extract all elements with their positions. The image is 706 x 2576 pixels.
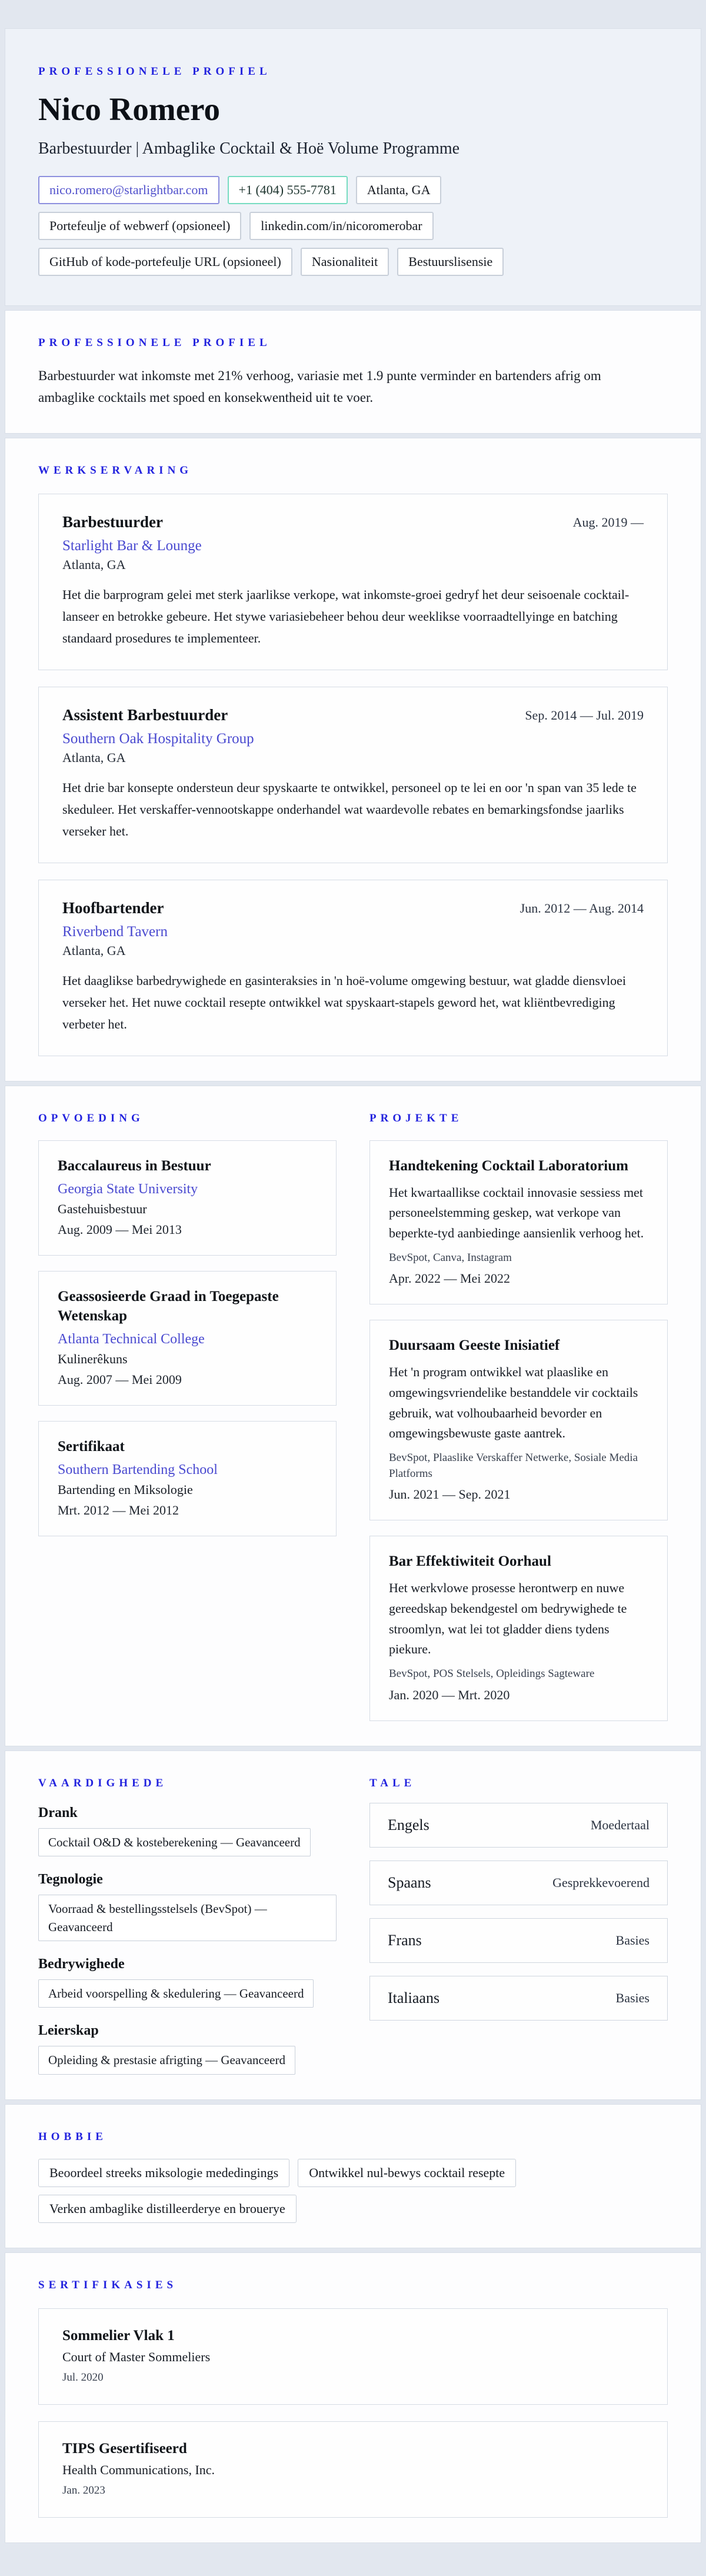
contact-chips bbox=[38, 176, 627, 276]
skill-group-label: Leierskap bbox=[38, 2023, 99, 2039]
certification-issuer: Health Communications, Inc. bbox=[62, 2462, 215, 2477]
job-company-link[interactable]: Starlight Bar & Lounge bbox=[62, 538, 202, 554]
skill-group-label: Bedrywighede bbox=[38, 1956, 125, 1972]
skill-group-label: Drank bbox=[38, 1805, 78, 1820]
section-heading-certifications: SERTIFIKASIES bbox=[38, 2278, 178, 2291]
contact-chip-email[interactable]: nico.romero@starlightbar.com bbox=[38, 176, 219, 204]
language-level: Moedertaal bbox=[590, 1817, 650, 1832]
education-field: Gastehuisbestuur bbox=[58, 1201, 147, 1216]
hobby-chip: Ontwikkel nul-bewys cocktail resepte bbox=[298, 2159, 516, 2187]
job-title: Assistent Barbestuurder bbox=[62, 706, 228, 724]
project-title: Handtekening Cocktail Laboratorium bbox=[389, 1157, 628, 1174]
contact-chip-github: GitHub of kode-portefeulje URL (opsioneel) bbox=[38, 248, 292, 276]
project-title: Bar Effektiwiteit Oorhaul bbox=[389, 1553, 551, 1570]
project-dates: Jan. 2020 — Mrt. 2020 bbox=[389, 1687, 510, 1702]
hobby-chips bbox=[38, 2159, 662, 2223]
hobby-chip: Beoordeel streeks miksologie mededingings bbox=[38, 2159, 289, 2187]
section-heading-languages: TALE bbox=[369, 1776, 416, 1789]
skill-chip: Arbeid voorspelling & skedulering — Geavanceerd bbox=[38, 1979, 314, 2008]
project-description: Het 'n program ontwikkel wat plaaslike en omgewingsvriendelike bestanddele vir cocktails gebruik, wat volhoubaarheid bevorder en omgewingsbewuste gaste aantrek. bbox=[389, 1364, 638, 1441]
education-field: Kulinerêkuns bbox=[58, 1352, 128, 1367]
project-dates: Apr. 2022 — Mei 2022 bbox=[389, 1271, 510, 1286]
education-school-link[interactable]: Southern Bartending School bbox=[58, 1462, 218, 1477]
job-dates: Sep. 2014 — Jul. 2019 bbox=[525, 708, 644, 723]
certification-title: Sommelier Vlak 1 bbox=[62, 2327, 175, 2344]
education-degree: Baccalaureus in Bestuur bbox=[58, 1157, 211, 1174]
project-card bbox=[369, 1536, 668, 1720]
education-card bbox=[38, 1421, 337, 1536]
education-card bbox=[38, 1140, 337, 1256]
section-heading-skills: VAARDIGHEDE bbox=[38, 1776, 168, 1789]
project-tools: BevSpot, POS Stelsels, Opleidings Sagteware bbox=[389, 1668, 595, 1680]
education-school-link[interactable]: Georgia State University bbox=[58, 1181, 198, 1197]
language-level: Basies bbox=[615, 1932, 650, 1948]
language-name: Frans bbox=[388, 1931, 422, 1949]
education-degree: Sertifikaat bbox=[58, 1439, 125, 1455]
contact-chip-location: Atlanta, GA bbox=[356, 176, 442, 204]
project-tools: BevSpot, Canva, Instagram bbox=[389, 1251, 512, 1264]
contact-chip-linkedin[interactable]: linkedin.com/in/nicoromerobar bbox=[249, 212, 433, 240]
language-row bbox=[369, 1803, 668, 1848]
certification-date: Jan. 2023 bbox=[62, 2484, 105, 2497]
section-heading-profile: PROFESSIONELE PROFIEL bbox=[38, 336, 271, 349]
education-column bbox=[38, 1112, 337, 1536]
skill-chip: Voorraad & bestellingsstelsels (BevSpot) — Geavanceerd bbox=[38, 1895, 337, 1941]
language-name: Italiaans bbox=[388, 1989, 440, 2006]
education-school-link[interactable]: Atlanta Technical College bbox=[58, 1332, 205, 1347]
contact-chip-portfolio: Portefeulje of webwerf (opsioneel) bbox=[38, 212, 241, 240]
contact-chip-nationality: Nasionaliteit bbox=[301, 248, 389, 276]
job-company-link[interactable]: Riverbend Tavern bbox=[62, 923, 168, 940]
project-dates: Jun. 2021 — Sep. 2021 bbox=[389, 1487, 511, 1502]
job-location: Atlanta, GA bbox=[62, 557, 126, 573]
project-card bbox=[369, 1320, 668, 1520]
certification-title: TIPS Gesertifiseerd bbox=[62, 2440, 187, 2457]
section-heading-hobbies: HOBBIE bbox=[38, 2130, 107, 2143]
job-description: Het drie bar konsepte ondersteun deur spyskaarte te ontwikkel, personeel op te lei en oor 'n span van 35 lede te skeduleer. Het verskaffer-vennootskappe onderhandel wat waardevolle rebates en bemarkingsfondse jaarliks verseker het. bbox=[62, 780, 637, 839]
profile-section bbox=[5, 310, 701, 434]
education-card bbox=[38, 1271, 337, 1406]
header-eyebrow: PROFESSIONELE PROFIEL bbox=[38, 65, 271, 78]
language-row bbox=[369, 1918, 668, 1963]
language-name: Spaans bbox=[388, 1873, 431, 1891]
job-location: Atlanta, GA bbox=[62, 943, 126, 958]
section-heading-experience: WERKSERVARING bbox=[38, 464, 193, 477]
certification-issuer: Court of Master Sommeliers bbox=[62, 2349, 211, 2364]
languages-column bbox=[369, 1777, 668, 2021]
skill-group-label: Tegnologie bbox=[38, 1872, 103, 1888]
job-dates: Aug. 2019 — bbox=[572, 515, 644, 530]
education-dates: Aug. 2007 — Mei 2009 bbox=[58, 1372, 182, 1387]
certification-card bbox=[38, 2308, 668, 2405]
education-field: Bartending en Miksologie bbox=[58, 1482, 193, 1497]
candidate-tagline: Barbestuurder | Ambaglike Cocktail & Hoë Volume Programme bbox=[38, 139, 460, 158]
job-title: Barbestuurder bbox=[62, 513, 163, 531]
project-tools: BevSpot, Plaaslike Verskaffer Netwerke, Sosiale Media Platforms bbox=[389, 1452, 638, 1480]
job-card bbox=[38, 880, 668, 1056]
job-title: Hoofbartender bbox=[62, 898, 164, 917]
education-dates: Mrt. 2012 — Mei 2012 bbox=[58, 1502, 179, 1517]
skill-chip: Cocktail O&D & kosteberekening — Geavanceerd bbox=[38, 1828, 311, 1856]
project-description: Het werkvlowe prosesse herontwerp en nuwe gereedskap bekendgestel om bedrywighede te stroomlyn, wat lei tot gladder diens tydens piekure. bbox=[389, 1580, 627, 1657]
language-name: Engels bbox=[388, 1816, 429, 1833]
education-degree: Geassosieerde Graad in Toegepaste Wetenskap bbox=[58, 1288, 279, 1324]
job-description: Het daaglikse barbedrywighede en gasinteraksies in 'n hoë-volume omgewing bestuur, wat gladde diensvloei verseker het. Het nuwe cocktail resepte ontwikkel wat spyskaart-stapels geword het, wat kliëntbevrediging verbeter het. bbox=[62, 973, 626, 1031]
education-dates: Aug. 2009 — Mei 2013 bbox=[58, 1222, 182, 1237]
job-dates: Jun. 2012 — Aug. 2014 bbox=[519, 900, 644, 916]
language-row bbox=[369, 1861, 668, 1905]
education-projects-section bbox=[5, 1086, 701, 1746]
job-company-link[interactable]: Southern Oak Hospitality Group bbox=[62, 731, 254, 747]
certifications-section bbox=[5, 2252, 701, 2543]
skills-languages-section bbox=[5, 1750, 701, 2100]
job-description: Het die barprogram gelei met sterk jaarlikse verkope, wat inkomste-groei gedryf het deur seisoenale cocktail-lanseer en betrokke gebeure. Het stywe variasiebeheer behou deur weeklikse voorraadtellyinge en batching standaard prosedures te implementeer. bbox=[62, 587, 630, 646]
skills-column bbox=[38, 1777, 337, 2075]
projects-column bbox=[369, 1112, 668, 1721]
language-level: Basies bbox=[615, 1990, 650, 2005]
job-card bbox=[38, 494, 668, 670]
section-heading-education: OPVOEDING bbox=[38, 1111, 144, 1124]
experience-section bbox=[5, 438, 701, 1081]
profile-summary: Barbestuurder wat inkomste met 21% verhoog, variasie met 1.9 punte verminder en bartenders afrig om ambaglike cocktails met spoed en konsekwentheid uit te voer. bbox=[38, 368, 601, 405]
contact-chip-phone[interactable]: +1 (404) 555-7781 bbox=[228, 176, 348, 204]
language-level: Gesprekkevoerend bbox=[552, 1875, 650, 1890]
certification-date: Jul. 2020 bbox=[62, 2371, 104, 2384]
header-section bbox=[5, 28, 701, 306]
hobby-chip: Verken ambaglike distilleerderye en brouerye bbox=[38, 2195, 297, 2223]
section-heading-projects: PROJEKTE bbox=[369, 1111, 463, 1124]
job-card bbox=[38, 687, 668, 863]
job-location: Atlanta, GA bbox=[62, 750, 126, 766]
project-description: Het kwartaallikse cocktail innovasie sessiess met personeelstemming geskep, wat verkope van beperkte-tyd aanbiedinge aansienlik verhoog het. bbox=[389, 1184, 644, 1241]
hobbies-section bbox=[5, 2104, 701, 2248]
candidate-name: Nico Romero bbox=[38, 91, 221, 127]
project-title: Duursaam Geeste Inisiatief bbox=[389, 1337, 560, 1354]
skill-chip: Opleiding & prestasie afrigting — Geavanceerd bbox=[38, 2046, 295, 2074]
contact-chip-license: Bestuurslisensie bbox=[397, 248, 504, 276]
language-row bbox=[369, 1976, 668, 2021]
certification-card bbox=[38, 2421, 668, 2518]
project-card bbox=[369, 1140, 668, 1305]
